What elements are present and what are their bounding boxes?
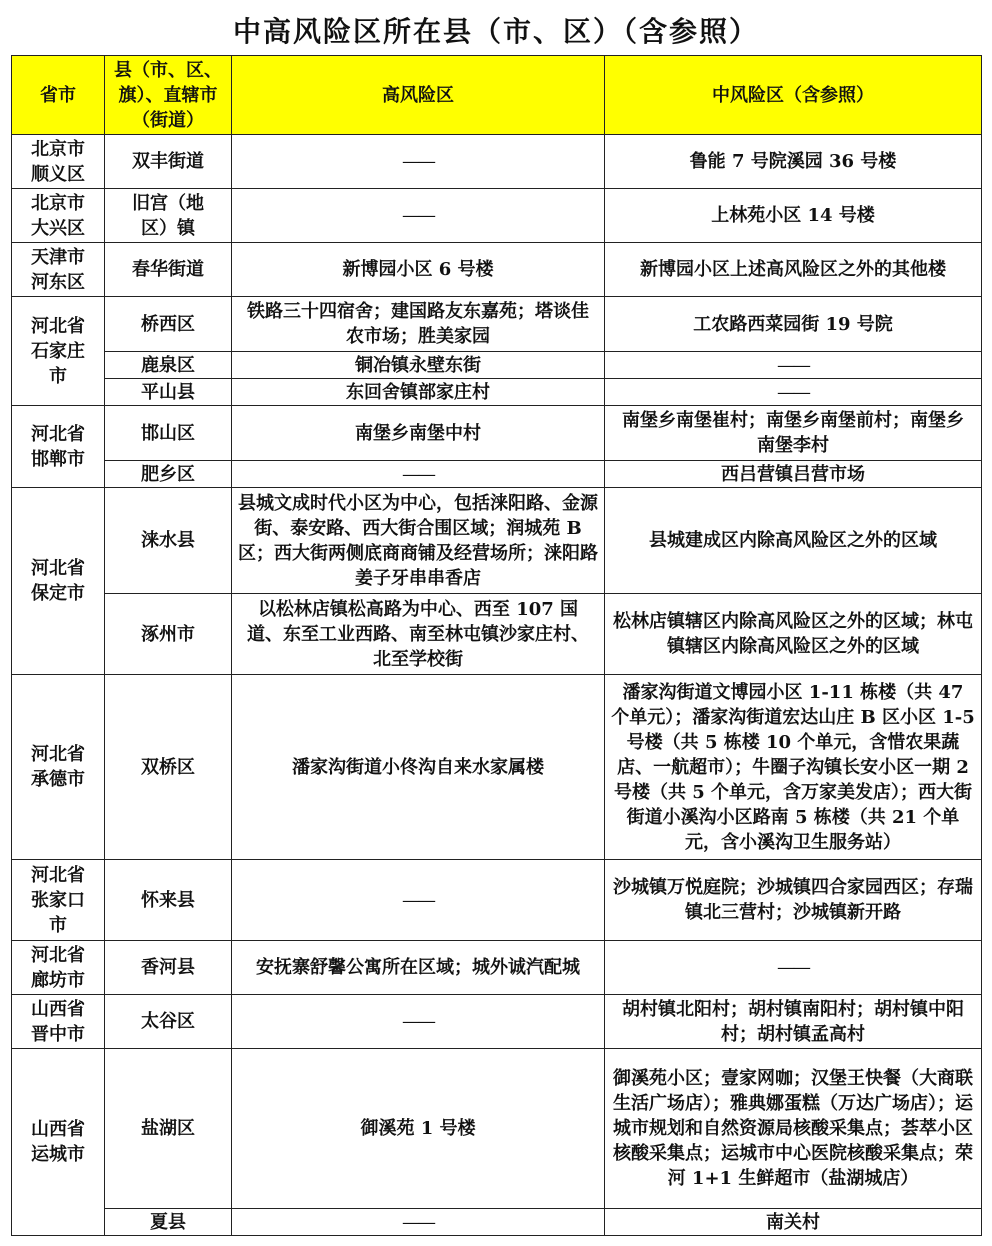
county-cell: 邯山区 xyxy=(105,406,232,461)
risk-area-table xyxy=(11,55,982,1236)
county-cell: 涞水县 xyxy=(105,488,232,594)
medium-risk-cell: 新博园小区上述高风险区之外的其他楼 xyxy=(605,243,982,297)
county-cell: 平山县 xyxy=(105,379,232,406)
medium-risk-cell: 胡村镇北阳村；胡村镇南阳村；胡村镇中阳村；胡村镇孟高村 xyxy=(605,995,982,1049)
county-cell: 涿州市 xyxy=(105,594,232,675)
table-row xyxy=(12,243,982,297)
county-cell: 香河县 xyxy=(105,941,232,995)
county-cell: 双桥区 xyxy=(105,675,232,860)
table-row xyxy=(12,675,982,860)
high-risk-cell: 县城文成时代小区为中心，包括涞阳路、金源街、泰安路、西大街合围区域；润城苑 B 区；西大街两侧底商商铺及经营场所；涞阳路姜子牙串串香店 xyxy=(232,488,605,594)
table-row xyxy=(12,1049,982,1209)
high-risk-cell: 东回舍镇部家庄村 xyxy=(232,379,605,406)
header-high-risk: 高风险区 xyxy=(232,56,605,135)
table-row xyxy=(12,379,982,406)
high-risk-cell: 安抚寨舒馨公寓所在区域；城外诚汽配城 xyxy=(232,941,605,995)
table-row xyxy=(12,860,982,941)
header-medium-risk: 中风险区（含参照） xyxy=(605,56,982,135)
table-row xyxy=(12,941,982,995)
medium-risk-cell: 南堡乡南堡崔村；南堡乡南堡前村；南堡乡南堡李村 xyxy=(605,406,982,461)
medium-risk-cell: —— xyxy=(605,352,982,379)
high-risk-cell: —— xyxy=(232,995,605,1049)
table-row xyxy=(12,297,982,352)
medium-risk-cell: 县城建成区内除高风险区之外的区域 xyxy=(605,488,982,594)
province-cell: 山西省晋中市 xyxy=(12,995,105,1049)
table-row xyxy=(12,135,982,189)
medium-risk-cell: 松林店镇辖区内除高风险区之外的区域；林屯镇辖区内除高风险区之外的区域 xyxy=(605,594,982,675)
table-row xyxy=(12,352,982,379)
table-row xyxy=(12,995,982,1049)
county-cell: 双丰街道 xyxy=(105,135,232,189)
table-row xyxy=(12,189,982,243)
table-row xyxy=(12,594,982,675)
province-cell: 河北省张家口市 xyxy=(12,860,105,941)
high-risk-cell: —— xyxy=(232,1209,605,1236)
high-risk-cell: —— xyxy=(232,189,605,243)
high-risk-cell: 新博园小区 6 号楼 xyxy=(232,243,605,297)
province-cell: 河北省石家庄市 xyxy=(12,297,105,406)
province-cell: 山西省运城市 xyxy=(12,1049,105,1236)
high-risk-cell: 以松林店镇松高路为中心、西至 107 国道、东至工业西路、南至林屯镇沙家庄村、北至学校街 xyxy=(232,594,605,675)
county-cell: 肥乡区 xyxy=(105,461,232,488)
county-cell: 春华街道 xyxy=(105,243,232,297)
high-risk-cell: 潘家沟街道小佟沟自来水家属楼 xyxy=(232,675,605,860)
county-cell: 桥西区 xyxy=(105,297,232,352)
page-title: 中高风险区所在县（市、区）（含参照） xyxy=(232,15,759,48)
province-cell: 北京市大兴区 xyxy=(12,189,105,243)
high-risk-cell: 铜冶镇永壁东街 xyxy=(232,352,605,379)
province-cell: 河北省邯郸市 xyxy=(12,406,105,488)
high-risk-cell: 铁路三十四宿舍；建国路友东嘉苑；塔谈佳农市场；胜美家园 xyxy=(232,297,605,352)
table-row xyxy=(12,406,982,461)
medium-risk-cell: 工农路西菜园街 19 号院 xyxy=(605,297,982,352)
medium-risk-cell: 鲁能 7 号院溪园 36 号楼 xyxy=(605,135,982,189)
county-cell: 鹿泉区 xyxy=(105,352,232,379)
medium-risk-cell: 西吕营镇吕营市场 xyxy=(605,461,982,488)
county-cell: 旧宫（地区）镇 xyxy=(105,189,232,243)
high-risk-cell: —— xyxy=(232,135,605,189)
high-risk-cell: 南堡乡南堡中村 xyxy=(232,406,605,461)
header-province: 省市 xyxy=(12,56,105,135)
high-risk-cell: —— xyxy=(232,860,605,941)
province-cell: 河北省廊坊市 xyxy=(12,941,105,995)
medium-risk-cell: 御溪苑小区；壹家网咖；汉堡王快餐（大商联生活广场店）；雅典娜蛋糕（万达广场店）；运城市规划和自然资源局核酸采集点；荟萃小区核酸采集点；运城市中心医院核酸采集点；荣河 1+1 生鲜超市（盐湖城店） xyxy=(605,1049,982,1209)
county-cell: 夏县 xyxy=(105,1209,232,1236)
province-cell: 河北省保定市 xyxy=(12,488,105,675)
header-county: 县（市、区、旗）、直辖市（街道） xyxy=(105,56,232,135)
table-row xyxy=(12,488,982,594)
table-row xyxy=(12,461,982,488)
county-cell: 怀来县 xyxy=(105,860,232,941)
medium-risk-cell: 潘家沟街道文博园小区 1-11 栋楼（共 47 个单元）；潘家沟街道宏达山庄 B 区小区 1-5 号楼（共 5 栋楼 10 个单元，含惜农果蔬店、一航超市）；牛圈子沟镇长安小区一期 2 号楼（共 5 个单元，含万家美发店）；西大街街道小溪沟小区路南 5 栋楼（共 21 个单元，含小溪沟卫生服务站） xyxy=(605,675,982,860)
county-cell: 盐湖区 xyxy=(105,1049,232,1209)
medium-risk-cell: —— xyxy=(605,941,982,995)
medium-risk-cell: —— xyxy=(605,379,982,406)
medium-risk-cell: 沙城镇万悦庭院；沙城镇四合家园西区；存瑞镇北三营村；沙城镇新开路 xyxy=(605,860,982,941)
table-header-row xyxy=(12,56,982,135)
table-row xyxy=(12,1209,982,1236)
high-risk-cell: 御溪苑 1 号楼 xyxy=(232,1049,605,1209)
medium-risk-cell: 上林苑小区 14 号楼 xyxy=(605,189,982,243)
medium-risk-cell: 南关村 xyxy=(605,1209,982,1236)
province-cell: 北京市顺义区 xyxy=(12,135,105,189)
province-cell: 天津市河东区 xyxy=(12,243,105,297)
county-cell: 太谷区 xyxy=(105,995,232,1049)
province-cell: 河北省承德市 xyxy=(12,675,105,860)
high-risk-cell: —— xyxy=(232,461,605,488)
